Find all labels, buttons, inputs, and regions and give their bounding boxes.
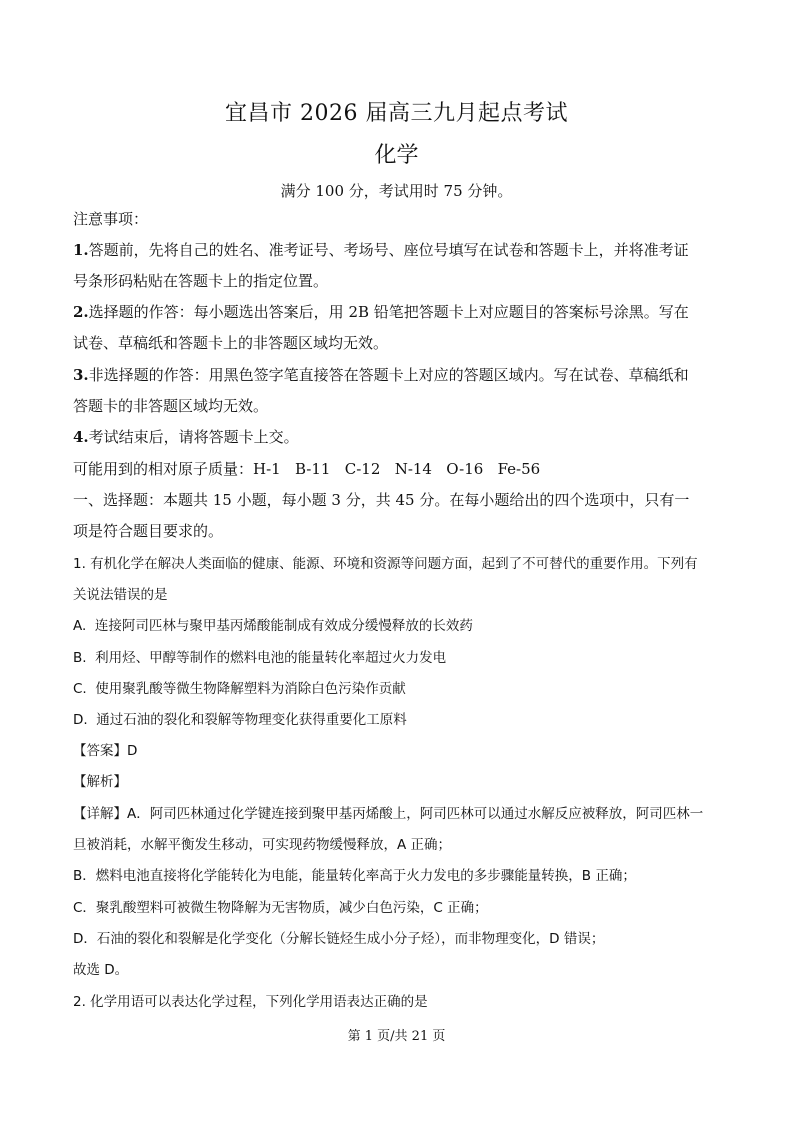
score-info: 满分 100 分，考试用时 75 分钟。: [280, 182, 513, 200]
q1-detail-line-3: B．燃料电池直接将化学能转化为电能，能量转化率高于火力发电的多步骤能量转换，B 正确；: [73, 868, 636, 884]
note-4-line-1: [73, 426, 733, 447]
page-footer: 第 1 页/共 21 页: [347, 1029, 446, 1044]
note-2-number: 2.: [73, 303, 89, 321]
notes-heading: 注意事项：: [73, 210, 149, 228]
note-2-text: 选择题的作答：每小题选出答案后，用 2B 铅笔把答题卡上对应题目的答案标号涂黑。写在: [88, 303, 689, 321]
q1-stem-line-1: 1. 有机化学在解决人类面临的健康、能源、环境和资源等问题方面，起到了不可替代的重要作用。下列有: [73, 556, 698, 572]
note-3-number: 3.: [73, 366, 89, 384]
q1-option-c: C. 使用聚乳酸等微生物降解塑料为消除白色污染作贡献: [73, 681, 406, 697]
q1-detail-line-6: 故选 D。: [73, 962, 129, 978]
note-1-number: 1.: [73, 241, 89, 259]
note-2-line-2: 试卷、草稿纸和答题卡上的非答题区域均无效。: [73, 334, 389, 352]
q1-stem-line-2: 关说法错误的是: [73, 587, 168, 603]
note-3-text: 非选择题的作答：用黑色签字笔直接答在答题卡上对应的答题区域内。写在试卷、草稿纸和: [88, 366, 689, 384]
q1-option-d: D. 通过石油的裂化和裂解等物理变化获得重要化工原料: [73, 712, 407, 728]
subject-title: 化学: [374, 143, 419, 168]
q1-detail-line-2: 旦被消耗，水解平衡发生移动，可实现药物缓慢释放，A 正确；: [73, 837, 452, 853]
q2-stem-line-1: 2. 化学用语可以表达化学过程，下列化学用语表达正确的是: [73, 994, 428, 1010]
q1-option-a: A. 连接阿司匹林与聚甲基丙烯酸能制成有效成分缓慢释放的长效药: [73, 618, 473, 634]
q1-answer: 【答案】D: [73, 743, 138, 759]
note-1-line-2: 号条形码粘贴在答题卡上的指定位置。: [73, 272, 329, 290]
exam-title: 宜昌市 2026 届高三九月起点考试: [225, 101, 568, 126]
note-1-text: 答题前，先将自己的姓名、准考证号、考场号、座位号填写在试卷和答题卡上，并将准考证: [88, 241, 689, 259]
q1-option-b: B. 利用烃、甲醇等制作的燃料电池的能量转化率超过火力发电: [73, 650, 447, 666]
note-2-line-1: [73, 301, 733, 322]
note-4-text: 考试结束后，请将答题卡上交。: [88, 428, 299, 446]
q1-detail-line-4: C．聚乳酸塑料可被微生物降解为无害物质，减少白色污染，C 正确；: [73, 900, 488, 916]
note-3-line-1: [73, 364, 733, 385]
note-1-line-1: [73, 239, 733, 260]
q1-detail-line-5: D．石油的裂化和裂解是化学变化（分解长链烃生成小分子烃），而非物理变化，D 错误；: [73, 931, 605, 947]
q1-analysis-label: 【解析】: [73, 774, 127, 790]
note-4-number: 4.: [73, 428, 89, 446]
q1-detail-line-1: 【详解】A．阿司匹林通过化学键连接到聚甲基丙烯酸上，阿司匹林可以通过水解反应被释放，阿司匹林一: [73, 806, 704, 822]
atomic-masses: 可能用到的相对原子质量：H-1 B-11 C-12 N-14 O-16 Fe-56: [73, 460, 541, 478]
section-1-line-2: 项是符合题目要求的。: [73, 522, 224, 540]
note-3-line-2: 答题卡的非答题区域均无效。: [73, 397, 269, 415]
section-1-line-1: 一、选择题：本题共 15 小题，每小题 3 分，共 45 分。在每小题给出的四个选项中，只有一: [73, 491, 690, 509]
